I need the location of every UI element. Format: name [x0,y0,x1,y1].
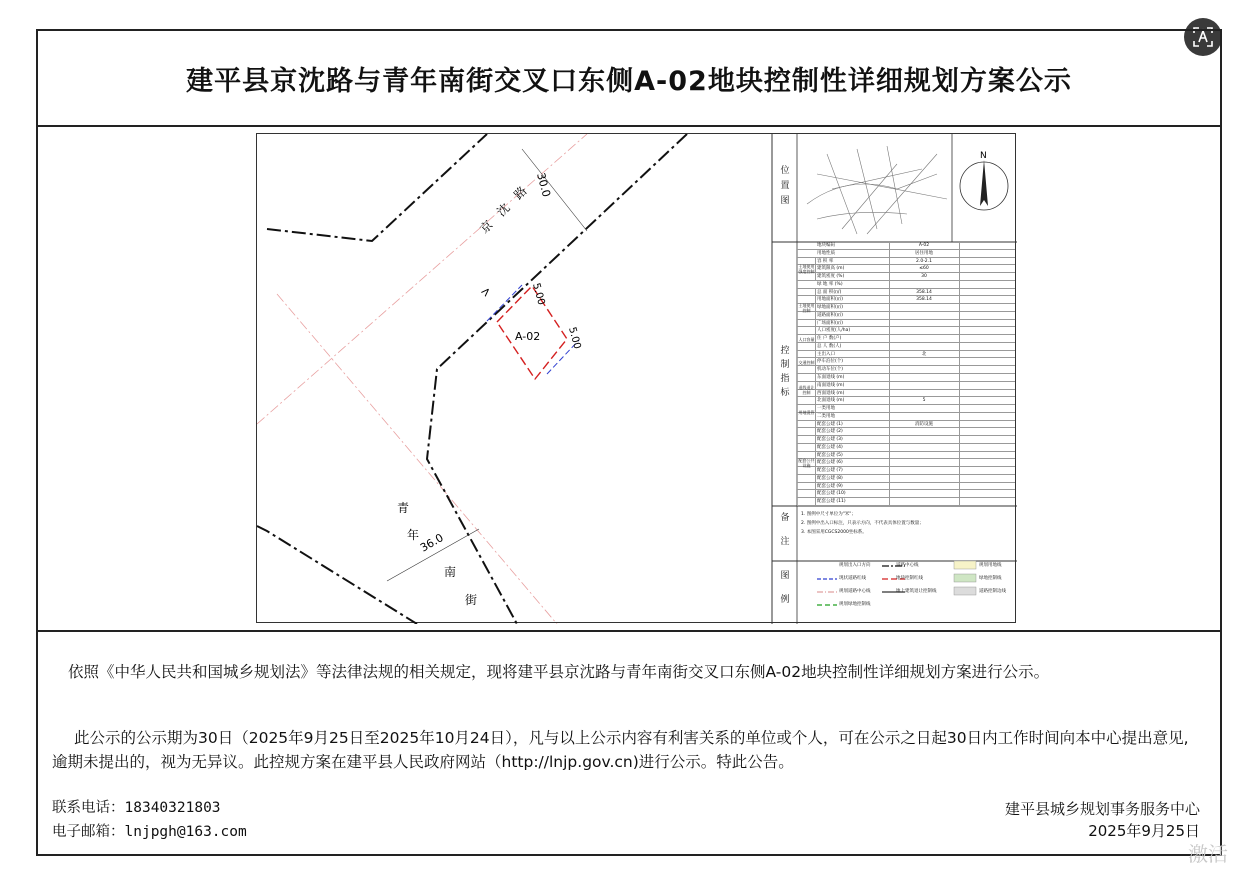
legend-item: 地块控制红线 [896,576,923,581]
control-row [797,459,1015,467]
remark-item: 3. 本图采用CGCS2000坐标系。 [801,530,867,535]
road-south-width: 36.0 [418,531,446,555]
control-row-label: 建筑限高 (m) [817,265,890,272]
control-row [797,490,1015,498]
control-row-label: 西面退线 (m) [817,390,890,397]
control-row [797,397,1015,405]
email-value: lnjpgh@163.com [124,824,247,840]
control-row-label: 道路面积(㎡) [817,312,890,319]
control-row-value [889,436,960,443]
control-row-label: 广场面积(㎡) [817,320,890,327]
control-row [797,390,1015,398]
control-row-label: 北面退线 (m) [817,397,890,404]
control-row-value [889,335,960,342]
control-row-label: 机动车位(个) [817,366,890,373]
control-table [797,242,1015,506]
control-row [797,351,1015,359]
control-row [797,475,1015,483]
control-row [797,343,1015,351]
section-legend: 图 例 [780,571,790,605]
plan-row [38,127,1220,632]
control-row-value: ≤60 [889,265,960,272]
control-row-value [889,382,960,389]
control-row [797,483,1015,491]
control-row-label: 绿地面积(㎡) [817,304,890,311]
control-row-label: 配套公建 (6) [817,459,890,466]
control-row-value [889,452,960,459]
control-row-label: 总 面 积(㎡) [817,289,890,296]
control-row [797,358,1015,366]
control-row [797,281,1015,289]
control-row-value [889,428,960,435]
control-row-label: 配套公建 (5) [817,452,890,459]
control-row [797,273,1015,281]
section-location: 位 置 图 [780,166,790,206]
control-row [797,335,1015,343]
control-row-value [889,444,960,451]
section-control: 控 制 指 标 [780,346,790,398]
control-row-label: 配套公建 (11) [817,498,890,505]
control-row-label: 绿 地 率 (%) [817,281,890,288]
control-group-label: 退线退让控制 [798,374,816,405]
email-label: 电子邮箱： [52,824,125,840]
control-row [797,382,1015,390]
control-row-value: A-02 [889,242,960,249]
control-row [797,405,1015,413]
control-row-value: 30 [889,273,960,280]
control-row-value [889,483,960,490]
setback-label-2: 5.00 [566,325,583,351]
legend-item: 道路中心线 [896,563,919,568]
road-north-width: 30.0 [534,171,554,199]
north-arrow-label: N [980,151,987,161]
title-row [38,31,1220,127]
control-group-label: 交通控制 [798,351,816,374]
control-row-label: 配套公建 (3) [817,436,890,443]
control-row [797,467,1015,475]
control-row-value [889,498,960,505]
control-row-value: 2.0-2.1 [889,258,960,265]
legend-item: 绿地控制线 [979,576,1002,581]
plan-drawing [256,133,1016,623]
control-row-value: 消防设施 [889,421,960,428]
phone-label: 联系电话： [52,800,125,816]
control-row [797,289,1015,297]
svg-text:>: > [477,283,495,301]
legend-item: 道路控制边线 [979,589,1006,594]
legend-item: 规划用地线 [979,563,1002,568]
notice-text-area [38,632,1220,856]
control-row [797,421,1015,429]
control-row-label: 主出入口 [817,351,890,358]
control-row-value [889,343,960,350]
remark-item: 1. 图例中尺寸单位为"米"； [801,512,856,517]
control-row [797,428,1015,436]
control-row [797,242,1015,250]
control-row-value: 居住用地 [889,250,960,257]
control-row [797,296,1015,304]
control-row-value [889,490,960,497]
legend-item: 地上建筑退让控制线 [896,589,937,594]
control-group-label: 用地混管 [798,405,816,421]
control-row-value [889,281,960,288]
control-group-label: 配套公共设施 [798,421,816,506]
control-row [797,265,1015,273]
control-row-label: 停车泊位(个) [817,358,890,365]
control-row-value: 358.14 [889,296,960,303]
page-title: 建平县京沈路与青年南街交叉口东侧A-02地块控制性详细规划方案公示 [186,65,1072,97]
control-row-label: 一类用地 [817,405,890,412]
notice-paragraph-1: 依照《中华人民共和国城乡规划法》等法律法规的相关规定，现将建平县京沈路与青年南街交叉口东侧A-02地块控制性详细规划方案进行公示。 [68,663,1050,681]
control-row-label: 配套公建 (10) [817,490,890,497]
control-row-label: 南面退线 (m) [817,382,890,389]
control-row [797,312,1015,320]
control-row-value [889,475,960,482]
control-row-value [889,366,960,373]
control-row-label: 配套公建 (8) [817,475,890,482]
control-row-label: 人口密度(人/ha) [817,327,890,334]
control-row-label: 东面退线 (m) [817,374,890,381]
control-group-label: 土地使用控制 [798,289,816,328]
control-row-label: 配套公建 (9) [817,483,890,490]
control-row-value [889,312,960,319]
control-row [797,452,1015,460]
control-row [797,366,1015,374]
control-row [797,250,1015,258]
remark-item: 2. 图例中出入口标注，只表示方向，不代表具体位置与数量； [801,521,924,526]
control-row [797,320,1015,328]
control-row [797,374,1015,382]
control-row-value [889,327,960,334]
legend-item: 规划出入口方向 [839,563,871,568]
control-row [797,436,1015,444]
control-row-value [889,467,960,474]
control-row-value [889,304,960,311]
control-row-value: 5 [889,397,960,404]
contact-phone [52,796,221,817]
control-row [797,413,1015,421]
legend-item: 规划绿地控制线 [839,602,871,607]
control-row-value [889,413,960,420]
control-row-label: 地块编码 [817,242,890,249]
road-south-name-3: 南 [444,565,457,579]
issue-date: 2025年9月25日 [1088,822,1200,840]
notice-frame [36,29,1222,856]
control-row [797,304,1015,312]
activation-watermark: 激活 [1188,842,1228,866]
legend-item: 规划道路中心线 [839,589,871,594]
road-north-name: 京 沈 路 [477,183,530,237]
control-row-value [889,390,960,397]
control-row [797,444,1015,452]
control-row-label: 用地性质 [817,250,890,257]
control-row [797,498,1015,506]
phone-value: 18340321803 [124,800,221,816]
legend-item: 现状道路红线 [839,576,866,581]
control-row-label: 用地面积(㎡) [817,296,890,303]
control-row-label: 住 户 数(户) [817,335,890,342]
remarks-list [801,510,1015,537]
parcel-label: A-02 [515,330,541,343]
control-row-label: 配套公建 (2) [817,428,890,435]
control-row-label: 配套公建 (7) [817,467,890,474]
section-remarks: 备 注 [780,513,790,547]
road-south-name-2: 年 [407,528,420,542]
control-row-label: 配套公建 (4) [817,444,890,451]
control-row-label: 建筑密度 (%) [817,273,890,280]
control-row-label: 二类用地 [817,413,890,420]
control-row-label: 配套公建 (1) [817,421,890,428]
setback-label-1: 5.00 [530,281,547,307]
control-row-value [889,358,960,365]
control-row-value [889,374,960,381]
control-row-value [889,320,960,327]
road-south-name-1: 青 [397,501,410,515]
control-row-label: 容 积 率 [817,258,890,265]
control-row-value: 358.14 [889,289,960,296]
control-row [797,327,1015,335]
control-row-label: 总 人 数(人) [817,343,890,350]
control-row-value [889,405,960,412]
notice-paragraph-2: 此公示的公示期为30日（2025年9月25日至2025年10月24日），凡与以上公示内容有利害关系的单位或个人，可在公示之日起30日内工作时间向本中心提出意见,逾期未提出的，视为无异议。此控规方案在建平县人民政府网站（http://lnjp.gov.cn)进行公示。特此公告。 [52,729,1189,771]
contact-email [52,820,247,841]
site-map [257,134,687,624]
control-row-value: 北 [889,351,960,358]
control-group-label: 人口容量 [798,327,816,350]
issuer-name: 建平县城乡规划事务服务中心 [1004,800,1200,818]
control-row [797,258,1015,266]
control-row-value [889,459,960,466]
road-south-name-4: 街 [465,593,478,607]
control-group-label: 土地使用强度控制 [798,258,816,281]
